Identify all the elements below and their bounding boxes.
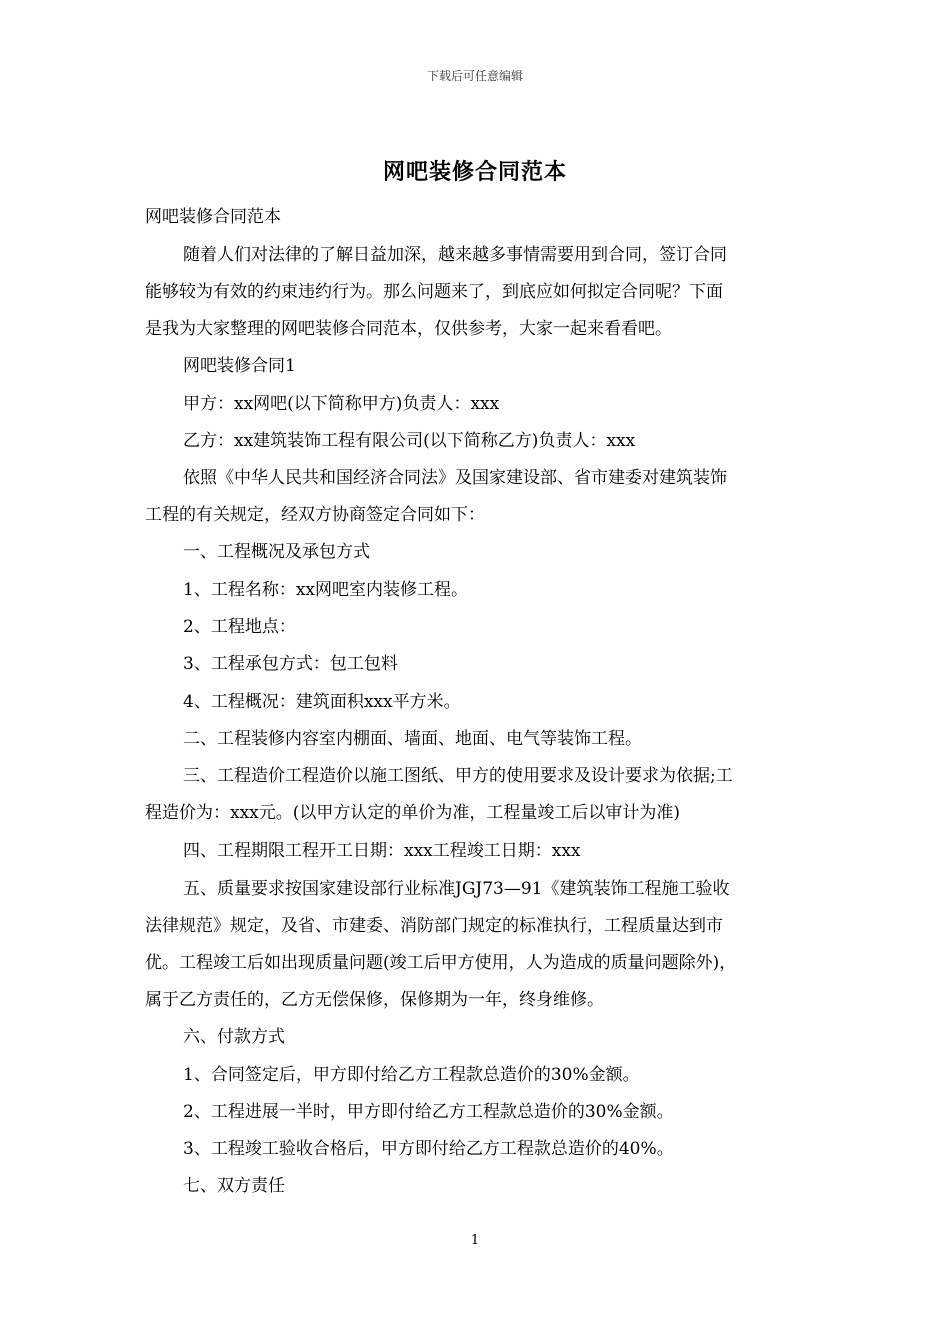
section-heading: 六、付款方式 [183,1027,285,1047]
page-number: 1 [470,1233,480,1248]
section-heading: 七、双方责任 [183,1176,285,1196]
paragraph-line: 依照《中华人民共和国经济合同法》及国家建设部、省市建委对建筑装饰 [183,468,727,488]
document-title: 网吧装修合同范本 [382,159,567,185]
header-note: 下载后可任意编辑 [426,69,523,83]
paragraph-line: 乙方：xx建筑装饰工程有限公司(以下简称乙方)负责人：xxx [183,431,636,451]
list-item: 2、工程地点： [183,617,296,637]
paragraph-line: 工程的有关规定，经双方协商签定合同如下： [145,505,485,525]
list-item: 1、合同签定后，甲方即付给乙方工程款总造价的30%金额。 [183,1065,640,1085]
section-heading: 网吧装修合同1 [183,356,296,376]
list-item: 1、工程名称：xx网吧室内装修工程。 [183,580,468,600]
list-item: 3、工程竣工验收合格后，甲方即付给乙方工程款总造价的40%。 [183,1139,674,1159]
paragraph-line: 法律规范》规定，及省、市建委、消防部门规定的标准执行，工程质量达到市 [145,916,723,936]
list-item: 3、工程承包方式：包工包料 [183,654,398,674]
list-item: 2、工程进展一半时，甲方即付给乙方工程款总造价的30%金额。 [183,1102,674,1122]
section-heading: 一、工程概况及承包方式 [183,542,370,562]
list-item: 4、工程概况：建筑面积xxx平方米。 [183,692,461,712]
section-heading: 四、工程期限工程开工日期：xxx工程竣工日期：xxx [183,841,581,861]
paragraph-line: 能够较为有效的约束违约行为。那么问题来了，到底应如何拟定合同呢？下面 [145,282,723,302]
paragraph-line: 随着人们对法律的了解日益加深，越来越多事情需要用到合同，签订合同 [183,245,727,265]
paragraph-line: 程造价为：xxx元。(以甲方认定的单价为准，工程量竣工后以审计为准) [145,803,681,823]
paragraph-line: 属于乙方责任的，乙方无偿保修，保修期为一年，终身维修。 [145,990,604,1010]
paragraph-line: 甲方：xx网吧(以下简称甲方)负责人：xxx [183,394,500,414]
paragraph-line: 是我为大家整理的网吧装修合同范本，仅供参考，大家一起来看看吧。 [145,319,672,339]
subtitle-line: 网吧装修合同范本 [145,207,281,227]
section-heading: 二、工程装修内容室内棚面、墙面、地面、电气等装饰工程。 [183,729,642,749]
paragraph-line: 五、质量要求按国家建设部行业标准JGJ73—91《建筑装饰工程施工验收 [183,879,730,899]
paragraph-line: 优。工程竣工后如出现质量问题(竣工后甲方使用，人为造成的质量问题除外)， [145,953,737,973]
paragraph-line: 三、工程造价工程造价以施工图纸、甲方的使用要求及设计要求为依据;工 [183,766,733,786]
